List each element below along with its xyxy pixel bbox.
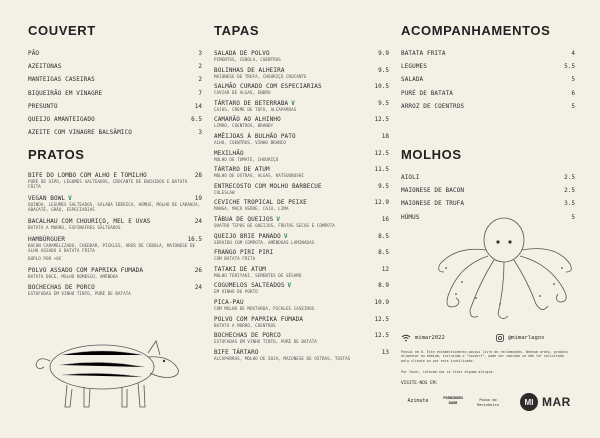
menu-item-price: 12.9 [374, 199, 389, 207]
menu-item-name: BOCHECHAS DE PORCO [214, 332, 281, 340]
menu-item-row [28, 116, 202, 123]
acompanhamentos-list [401, 50, 575, 110]
menu-item-description: LIMÃO, COENTROS, BRANDY [214, 123, 274, 129]
menu-item-name: HÚMUS [401, 213, 420, 221]
menu-item-name-wrap [214, 150, 244, 157]
menu-item [28, 50, 202, 57]
menu-item-description: PIMENTOS, CEBOLA, COENTROS [214, 57, 281, 62]
menu-item-row [214, 349, 389, 356]
menu-item-name-wrap [28, 103, 58, 110]
menu-item-name: BOCHECHAS DE PORCO [28, 284, 95, 292]
menu-item-row [401, 63, 575, 70]
menu-item-description: COLESLAW [214, 189, 235, 195]
menu-item-name-wrap [214, 50, 270, 57]
menu-item-name-wrap [214, 183, 322, 190]
menu-item-name: PÃO [28, 50, 40, 57]
menu-item-description: ESTUFADAS EM VINHO TINTO, PURÉ DE BATATA [28, 291, 131, 297]
menu-item-name-wrap [28, 116, 95, 123]
menu-item-price: 2 [198, 76, 202, 84]
menu-item-name: QUEIJO BRIE PANADO [214, 232, 281, 240]
menu-item-name: AZEITONAS [28, 63, 62, 71]
menu-item [401, 50, 575, 57]
menu-item-name-wrap [401, 103, 464, 110]
menu-item-price: 4 [571, 50, 575, 57]
menu-item-name-wrap [401, 76, 423, 83]
partner-forbidden-door-name: FORBIDDEN DOOR [443, 396, 463, 405]
menu-item-name: BACALHAU COM CHOURIÇO, MEL E UVAS [28, 217, 151, 225]
menu-item-name-wrap [214, 249, 273, 256]
menu-item-price: 12 [381, 265, 389, 273]
menu-item [214, 249, 389, 261]
menu-item [214, 332, 389, 344]
menu-item [401, 200, 575, 207]
menu-item-row [214, 116, 389, 123]
menu-item-row [401, 103, 575, 110]
menu-item-name-wrap [214, 67, 285, 74]
menu-item-description: PURÉ DE AIPO, LEGUMES SALTEADOS, CROCANTE DE ENCHIDOS E BATATA FRITA [28, 179, 188, 190]
menu-item-name-wrap [28, 50, 39, 57]
menu-item [28, 90, 202, 97]
menu-item-description: BATATA DOCE, MOLHO ROMESCO, AMÊNDOA [28, 273, 118, 279]
instagram-handle: @mimarlagos [508, 335, 545, 341]
menu-item-price: 19 [194, 194, 202, 202]
menu-item-price: 9.9 [378, 50, 389, 57]
menu-item-name: PICA-PAU [214, 298, 244, 306]
menu-item-price: 5 [571, 213, 575, 221]
menu-item-price: 28 [194, 172, 202, 179]
wifi-icon [401, 334, 411, 342]
menu-item-name-wrap [214, 266, 266, 273]
wifi-info [401, 334, 445, 342]
menu-item-price: 24 [194, 217, 202, 225]
menu-item [401, 103, 575, 110]
menu-item [214, 199, 389, 211]
menu-item-row [28, 90, 202, 97]
menu-item [214, 299, 389, 311]
menu-item-row [214, 150, 389, 157]
menu-item-price: 9.5 [378, 99, 389, 107]
menu-item-description: COM BATATA FRITA [214, 256, 256, 262]
tapas-title: TAPAS [214, 23, 260, 38]
menu-item [401, 187, 575, 194]
acompanhamentos-section [401, 23, 575, 116]
brand-mark: MI [520, 393, 538, 411]
vegan-badge: V [291, 99, 295, 107]
pratos-list [28, 172, 202, 297]
menu-item-name-wrap [214, 282, 291, 289]
menu-item-row [28, 103, 202, 110]
menu-item-row [214, 133, 389, 140]
menu-item-row [28, 129, 202, 136]
menu-item-row [28, 76, 202, 83]
menu-item [401, 63, 575, 70]
menu-item-row [214, 216, 389, 223]
menu-item [28, 116, 202, 123]
menu-item-name: BATATA FRITA [401, 50, 446, 57]
menu-item-row [214, 83, 389, 90]
menu-item-name: FRANGO PIRI PIRI [214, 249, 274, 257]
menu-item-description: MOLHO DE TOMATE, CHOURIÇO [214, 156, 279, 162]
menu-item [214, 116, 389, 128]
menu-item [214, 183, 389, 195]
menu-item-row [28, 236, 202, 243]
vegan-badge: V [68, 194, 72, 202]
allergy-notice: Por favor, informe-nos se tiver alguma alergia. [401, 370, 495, 374]
menu-item [214, 266, 389, 278]
menu-item-price: 3.5 [564, 200, 575, 208]
menu-item-name: PURÉ DE BATATA [401, 89, 453, 97]
menu-item-name-wrap [214, 116, 281, 123]
menu-item-name: SALADA [401, 76, 424, 84]
menu-item-price: 5.5 [564, 63, 575, 71]
menu-item-name-wrap [28, 284, 95, 291]
menu-item-name-wrap [214, 199, 307, 206]
menu-item [214, 67, 389, 79]
menu-item-row [214, 282, 389, 289]
menu-item-name-wrap [28, 172, 147, 179]
menu-item-price: 3 [198, 50, 202, 57]
menu-item-description: MAIONESE DE TRUFA, CHOURIÇO CROCANTE [214, 73, 307, 79]
menu-item-row [28, 284, 202, 291]
brand-name: MAR [542, 395, 571, 409]
menu-item [28, 284, 202, 296]
pratos-title: PRATOS [28, 147, 85, 162]
menu-item [28, 129, 202, 136]
menu-item [214, 83, 389, 95]
menu-item [401, 76, 575, 83]
menu-item-name: AIOLI [401, 174, 420, 181]
menu-item-price: 16.5 [187, 235, 202, 243]
couvert-list [28, 50, 202, 136]
menu-item-row [214, 183, 389, 190]
menu-item-row [214, 233, 389, 240]
menu-item-name: COGUMELOS SALTEADOS [214, 282, 285, 290]
menu-item-description: BACON CARAMELIZADO, CHEDDAR, PICKLES, AROS DE CEBOLA, MAIONESE DE ALHO ASSADO E BATATA FRITA [28, 242, 196, 253]
menu-item-name: TATAKI DE ATUM [214, 265, 266, 273]
menu-item-price: 13 [381, 348, 389, 356]
menu-item-name-wrap [401, 63, 427, 70]
menu-item-price: 11.5 [374, 166, 389, 174]
menu-item-price: 8.5 [378, 232, 389, 240]
menu-item-name: HAMBÚRGUER [28, 235, 66, 243]
menu-item-name: VEGAN BOWL [28, 194, 66, 202]
menu-item-row [401, 76, 575, 83]
menu-item [401, 90, 575, 97]
menu-item [214, 349, 389, 361]
menu-item-price: 7 [198, 89, 202, 97]
menu-item [28, 76, 202, 83]
octopus-illustration [432, 212, 582, 327]
menu-item-name-wrap [214, 332, 281, 339]
menu-item [214, 150, 389, 162]
menu-item-price: 9.5 [378, 66, 389, 74]
menu-item-description: CAJUS, CREME DE TOFU, ALCAPARRAS [214, 106, 297, 112]
menu-item-extra: DUPLO POR +6€ [28, 255, 62, 261]
vegan-badge: V [287, 282, 292, 290]
menu-item [28, 218, 202, 230]
menu-item [401, 174, 575, 181]
menu-item-price: 12.5 [374, 149, 389, 157]
menu-item-name-wrap [401, 200, 464, 207]
menu-item-description: QUATRO TIPOS DE QUEIJOS, FRUTOS SECOS E COMPOTA [214, 222, 335, 228]
menu-item [214, 50, 389, 62]
tapas-section [214, 23, 389, 365]
menu-item-name-wrap [214, 83, 322, 90]
menu-item-name-wrap [401, 174, 420, 181]
menu-item-description: CAVIAR DE ALGAS, ENDRO [214, 90, 271, 96]
menu-item-row [28, 267, 202, 274]
menu-item-name-wrap [401, 50, 446, 57]
menu-item-name-wrap [28, 90, 102, 97]
menu-item-name: CAMARÃO AO ALHINHO [214, 116, 281, 124]
menu-item-row [28, 50, 202, 57]
menu-item-row [214, 299, 389, 306]
menu-item [214, 216, 389, 228]
menu-item [28, 236, 202, 262]
menu-item-name: BIQUEIRÃO EM VINAGRE [28, 89, 103, 97]
partner-pouso-name: Pouso do Marinheiro [477, 398, 499, 407]
pratos-section [28, 147, 202, 302]
menu-item-name: TÁBUA DE QUEIJOS [214, 215, 274, 223]
menu-item-price: 12.5 [374, 315, 389, 323]
menu-item-row [214, 332, 389, 339]
menu-item-row [214, 199, 389, 206]
menu-item-price: 26 [194, 266, 202, 274]
menu-item-name: MAIONESE DE BACON [401, 187, 465, 195]
menu-item-name-wrap [214, 166, 270, 173]
menu-item-name: POLVO ASSADO COM PAPRIKA FUMADA [28, 266, 144, 274]
vegan-badge: V [276, 215, 281, 223]
menu-item-price: 2.5 [564, 174, 575, 181]
brand-logo [520, 393, 571, 411]
menu-item-name: TÁRTARO DE ATUM [214, 166, 270, 174]
menu-item-row [28, 63, 202, 70]
menu-item-price: 12.5 [374, 116, 389, 124]
menu-item-name-wrap [28, 218, 151, 225]
legal-notice: Possui em 0. Este estabelecimento possui livro de reclamações. Nenhum prato, produto alimentar ou bebida, incluindo o "couvert", pode ser cobrado se não for solicitado pelo cliente ou por este inutilizado. [401, 350, 568, 363]
menu-item-name: QUEIJO AMANTEIGADO [28, 115, 95, 123]
menu-item-row [214, 316, 389, 323]
menu-item-description: ALHO, COENTROS, VINHO BRANCO [214, 139, 286, 145]
menu-item-description: MOLHO DE OSTRAS, ALGAS, KATSUOBUSHI [214, 173, 304, 179]
menu-item-name-wrap [28, 236, 65, 243]
menu-item [214, 316, 389, 328]
menu-item-name: BOLINHAS DE ALHEIRA [214, 66, 285, 74]
menu-item-name: BIFE DO LOMBO COM ALHO E TOMILHO [28, 172, 147, 179]
menu-item-description: COM MOLHO DE MOSTARDA, PICKLES CASEIROS [214, 305, 315, 311]
menu-item-price: 8.5 [378, 249, 389, 257]
menu-item-price: 5 [571, 76, 575, 84]
menu-item-description: QUINOA, LEGUMES SALTEADOS, SALADA IBÉRICA, HÚMUS, MOLHO DE LARANJA, ABACATE, GRÃO, ESPECIARIAS [28, 201, 201, 213]
menu-item-price: 14 [194, 102, 202, 110]
menu-item-row [401, 90, 575, 97]
couvert-title: COUVERT [28, 23, 96, 38]
tapas-list [214, 50, 389, 361]
couvert-section [28, 23, 202, 142]
menu-item-name-wrap [401, 214, 420, 221]
menu-item-description: MOLHO TERIYAKI, SEMENTES DE SÉSAMO [214, 272, 302, 278]
menu-item-name-wrap [28, 195, 72, 202]
wifi-name: mimar2022 [415, 335, 445, 341]
menu-item-price: 2.5 [564, 187, 575, 195]
menu-item-row [214, 100, 389, 107]
menu-item-name: MAIONESE DE TRUFA [401, 200, 465, 208]
menu-item-name: TÁRTARO DE BETERRABA [214, 99, 289, 107]
instagram-icon [496, 334, 504, 342]
menu-item [214, 282, 389, 294]
menu-item-row [401, 200, 575, 207]
menu-item-description: BATATA A MURRO, COENTROS [214, 322, 276, 328]
menu-item-row [28, 195, 202, 202]
molhos-title: MOLHOS [401, 147, 462, 162]
menu-item-name-wrap [214, 133, 296, 140]
vegan-badge: V [283, 232, 288, 240]
menu-item [28, 172, 202, 189]
menu-item [28, 195, 202, 212]
menu-item-name-wrap [401, 187, 464, 194]
menu-item-description: MANGA, MAÇÃ VERDE, CAJU, LIMA [214, 206, 289, 212]
menu-item-name: SALMÃO CURADO COM ESPECIARIAS [214, 83, 322, 91]
menu-item-price: 24 [194, 284, 202, 292]
menu-item-price: 2 [198, 63, 202, 71]
menu-item-description: EM VINHO DO PORTO [214, 289, 258, 295]
menu-item-name-wrap [214, 233, 288, 240]
menu-item-description: SERVIDO COM COMPOTA, AMÊNDOAS LAMINADAS [214, 239, 315, 245]
menu-item [28, 103, 202, 110]
menu-item-name: PRESUNTO [28, 102, 58, 110]
menu-item-price: 5 [571, 102, 575, 110]
menu-item-name-wrap [214, 349, 259, 356]
menu-item-price: 18 [381, 132, 389, 140]
menu-item-name: BIFE TÁRTARO [214, 348, 259, 356]
partner-forbidden-door[interactable] [438, 396, 468, 405]
menu-item [28, 63, 202, 70]
menu-item-name: LEGUMES [401, 63, 427, 71]
partner-azimute[interactable] [398, 398, 438, 404]
menu-item-row [214, 67, 389, 74]
menu-item-name-wrap [28, 76, 95, 83]
menu-item-name: AMÊIJOAS À BULHÃO PATO [214, 132, 296, 140]
menu-item-name: POLVO COM PAPRIKA FUMADA [214, 315, 304, 323]
menu-item-row [28, 218, 202, 225]
menu-item-price: 3 [198, 129, 202, 137]
menu-item-row [214, 50, 389, 57]
menu-item-price: 10.5 [374, 83, 389, 91]
menu-item-row [214, 166, 389, 173]
menu-item [214, 133, 389, 145]
menu-item-name: MANTEIGAS CASEIRAS [28, 76, 95, 84]
partner-azimute-name: Azimute [407, 398, 429, 404]
partner-pouso[interactable] [472, 398, 504, 407]
menu-item-name-wrap [214, 299, 244, 306]
menu-item-description: BATATA A MURRO, ESPINAFRES SALTEADOS [28, 224, 121, 230]
menu-item-name-wrap [28, 129, 132, 136]
menu-item-name-wrap [214, 100, 295, 107]
menu-item-price: 8.9 [378, 282, 389, 290]
instagram-info[interactable] [496, 334, 544, 342]
menu-item-row [401, 187, 575, 194]
menu-item-row [401, 174, 575, 181]
menu-item [214, 233, 389, 245]
menu-item-name-wrap [214, 216, 280, 223]
menu-item-name: CEVICHE TROPICAL DE PEIXE [214, 199, 307, 207]
menu-item-name-wrap [401, 90, 453, 97]
menu-item-row [214, 266, 389, 273]
menu-item-name: AZEITE COM VINAGRE BALSÂMICO [28, 129, 132, 137]
menu-item-name: SALADA DE POLVO [214, 50, 270, 57]
menu-item-name-wrap [28, 267, 143, 274]
menu-item-price: 12.5 [374, 332, 389, 340]
menu-item-price: 6.5 [191, 115, 202, 123]
menu-item-description: ESTUFADAS EM VINHO TINTO, PURÉ DE BATATA [214, 339, 317, 345]
acompanhamentos-title: ACOMPANHAMENTOS [401, 23, 551, 38]
menu-item-row [214, 249, 389, 256]
menu-item-name: ARROZ DE COENTROS [401, 102, 465, 110]
menu-item-price: 10.9 [374, 298, 389, 306]
menu-item-price: 16 [381, 215, 389, 223]
menu-item [28, 267, 202, 279]
menu-item [214, 100, 389, 112]
menu-item-name-wrap [28, 63, 61, 70]
menu-item [214, 166, 389, 178]
menu-item-row [28, 172, 202, 179]
menu-item-row [401, 50, 575, 57]
menu-item-price: 9.5 [378, 182, 389, 190]
visit-us-label: VISITE-NOS EM: [401, 381, 439, 386]
menu-item-name: MEXILHÃO [214, 149, 244, 157]
pig-illustration [22, 325, 192, 415]
menu-item-description: ALCAPARRAS, MOLHO DE SOJA, MAIONESE DE OSTRAS, TOSTAS [214, 355, 351, 361]
menu-item-price: 6 [571, 89, 575, 97]
menu-item-name: ENTRECOSTO COM MOLHO BARBECUE [214, 182, 322, 190]
menu-item-name-wrap [214, 316, 303, 323]
